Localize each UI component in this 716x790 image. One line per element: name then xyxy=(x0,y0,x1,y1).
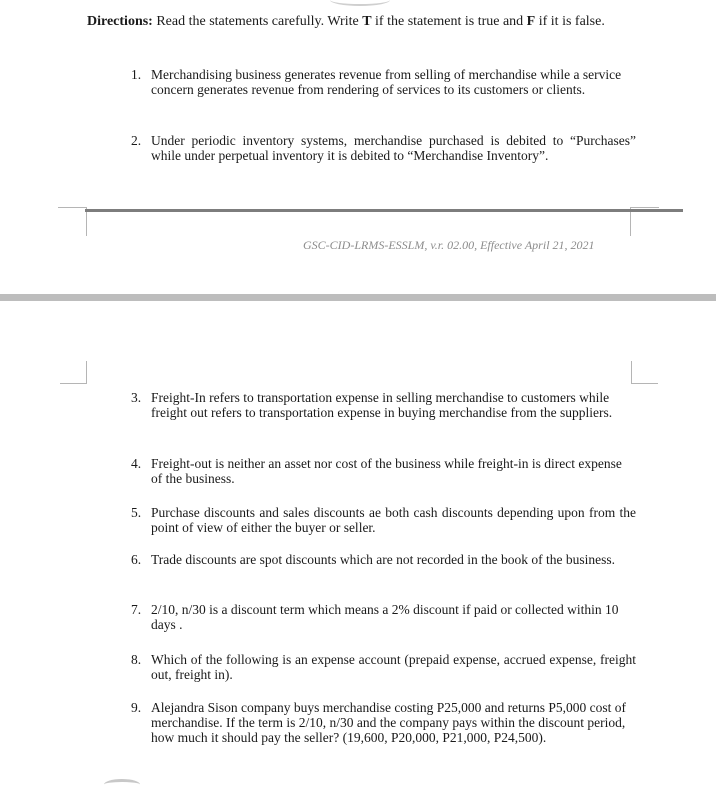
statement-item-9 xyxy=(131,700,636,745)
directions-text-b: if the statement is true and xyxy=(371,14,527,29)
page-separator xyxy=(0,294,716,301)
item-text: Trade discounts are spot discounts which are not recorded in the book of the business. xyxy=(151,552,616,567)
item-text: Purchase discounts and sales discounts ae both cash discounts depending upon from the point of view of either the buyer or seller. xyxy=(151,505,636,535)
statement-item-2 xyxy=(131,133,636,163)
item-number: 2. xyxy=(131,133,142,148)
item-number: 6. xyxy=(131,552,142,567)
statement-item-3 xyxy=(131,390,636,420)
item-text: Alejandra Sison company buys merchandise costing P25,000 and returns P5,000 cost of merchandise. If the term is 2/10, n/30 and the company pays within the discount period, how much it should pay the seller? (19,600, P20,000, P21,000, P24,500). xyxy=(151,700,627,745)
crop-mark-bottom-right xyxy=(631,361,658,384)
page-bottom-edge xyxy=(104,779,140,790)
item-text: Freight-In refers to transportation expense in selling merchandise to customers while freight out refers to transportation expense in buying merchandise from the suppliers. xyxy=(151,390,613,420)
directions xyxy=(87,12,627,31)
statement-item-1 xyxy=(131,67,636,97)
directions-text-a: Read the statements carefully. Write xyxy=(152,14,363,29)
page-top-edge xyxy=(330,0,390,6)
statement-item-4 xyxy=(131,456,636,486)
crop-mark-bottom-left xyxy=(60,361,87,384)
item-number: 1. xyxy=(131,67,142,82)
item-text: Under periodic inventory systems, merchandise purchased is debited to “Purchases” while under perpetual inventory it is debited to “Merchandise Inventory”. xyxy=(151,133,636,163)
statement-item-7 xyxy=(131,602,636,632)
footer-code: GSC-CID-LRMS-ESSLM, v.r. 02.00, Effective April 21, 2021 xyxy=(303,238,595,252)
statement-item-5 xyxy=(131,505,636,535)
item-number: 3. xyxy=(131,390,142,405)
true-letter: T xyxy=(362,14,372,29)
item-number: 7. xyxy=(131,602,142,617)
false-letter: F xyxy=(526,14,536,29)
statement-item-6 xyxy=(131,552,636,567)
item-number: 5. xyxy=(131,505,142,520)
directions-label: Directions: xyxy=(87,14,153,29)
item-text: Merchandising business generates revenue from selling of merchandise while a service concern generates revenue from rendering of services to its customers or clients. xyxy=(151,67,622,97)
item-number: 4. xyxy=(131,456,142,471)
item-text: Which of the following is an expense account (prepaid expense, accrued expense, freight out, freight in). xyxy=(151,652,636,682)
footer-rule xyxy=(85,209,683,212)
item-number: 9. xyxy=(131,700,142,715)
statement-item-8 xyxy=(131,652,636,682)
crop-mark-top-left xyxy=(58,207,87,236)
item-text: Freight-out is neither an asset nor cost of the business while freight-in is direct expense of the business. xyxy=(151,456,622,486)
directions-text-c: if it is false. xyxy=(535,14,605,29)
item-text: 2/10, n/30 is a discount term which means a 2% discount if paid or collected within 10 days . xyxy=(151,602,619,632)
item-number: 8. xyxy=(131,652,142,667)
